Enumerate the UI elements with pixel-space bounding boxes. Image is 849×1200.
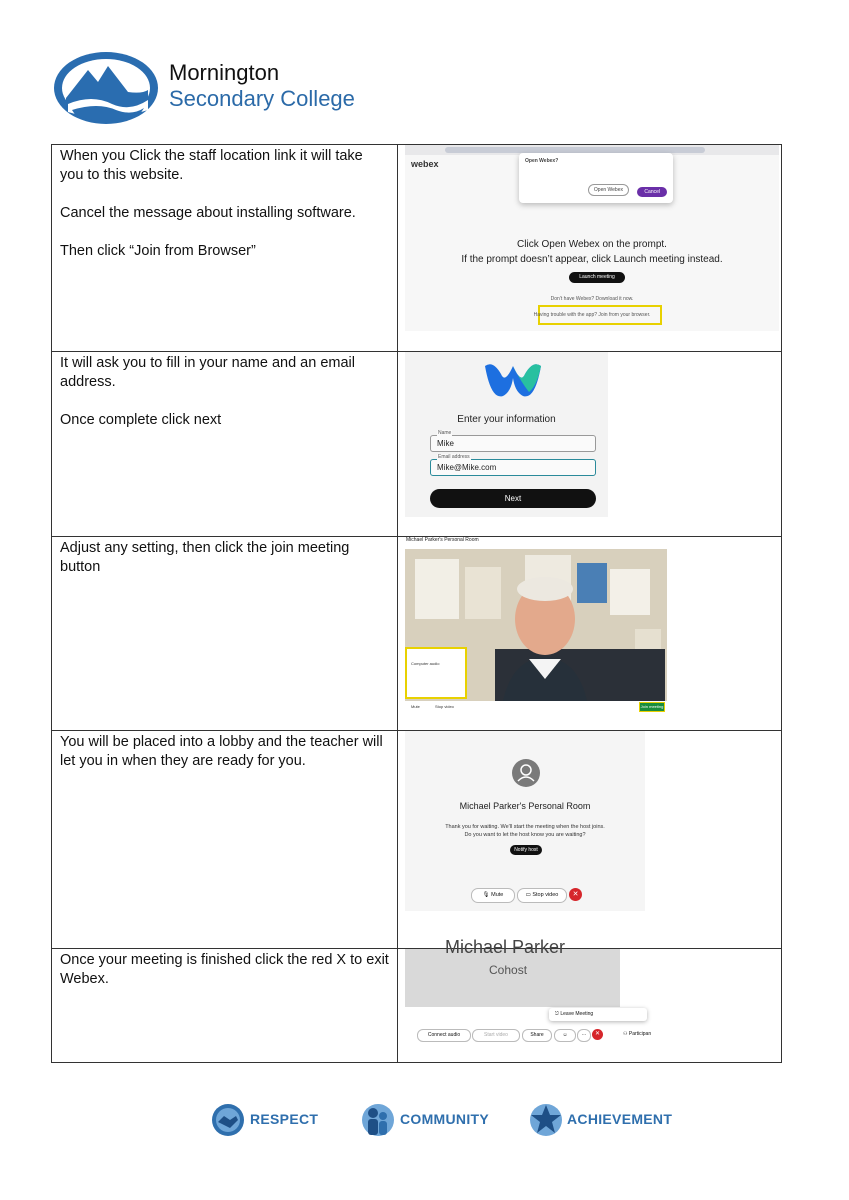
reaction-icon: ☺ (562, 1032, 568, 1038)
lobby-message-line-1: Thank you for waiting. We'll start the meeting when the host joins. (445, 824, 605, 830)
video-camera-icon: ▭ (525, 892, 531, 898)
open-webex-dialog (519, 153, 673, 203)
value-label: ACHIEVEMENT (567, 1111, 673, 1127)
step-5-text (52, 949, 398, 1063)
webex-brand: webex (411, 159, 439, 169)
value-label: COMMUNITY (400, 1111, 490, 1127)
school-values (0, 1102, 849, 1142)
user-icon (512, 759, 540, 787)
name-value: Mike (437, 439, 454, 448)
step-4-image-cell (398, 731, 782, 949)
mute-button (471, 888, 515, 903)
audio-option: Computer audio (411, 661, 440, 666)
email-label: Email address (438, 454, 470, 460)
lobby-message (405, 823, 645, 839)
launch-meeting-button: Launch meeting (569, 272, 625, 283)
leave-meeting-menu (549, 1008, 647, 1021)
connect-audio-button: Connect audio (417, 1029, 471, 1042)
participants-label: Participan (628, 1031, 652, 1037)
step-paragraph: When you Click the staff location link it will take you to this website. (60, 148, 363, 183)
enter-info-screenshot (405, 352, 608, 517)
prompt-line-2: If the prompt doesn’t appear, click Launch meeting instead. (461, 254, 723, 265)
participant-role: Cohost (489, 963, 528, 977)
step-1-text (52, 145, 398, 352)
prompt-line-1: Click Open Webex on the prompt. (517, 239, 667, 250)
participant-tile (405, 937, 620, 1007)
email-value: Mike@Mike.com (437, 463, 497, 472)
dialog-title: Open Webex? (525, 158, 559, 164)
leave-meeting-icon: ✕ (569, 888, 582, 901)
dialog-open-button: Open Webex (588, 184, 629, 196)
handshake-icon (210, 1102, 246, 1138)
webex-logo-icon (481, 356, 545, 406)
step-paragraph: Once your meeting is finished click the red X to exit Webex. (60, 952, 389, 987)
college-logo (52, 50, 372, 130)
step-paragraph: You will be placed into a lobby and the teacher will let you in when they are ready for you. (60, 734, 383, 769)
step-2-text (52, 352, 398, 537)
name-label: Name (438, 430, 452, 436)
leave-meeting-icon: ✕ (592, 1029, 603, 1040)
preview-footer (405, 701, 667, 713)
step-paragraph: It will ask you to fill in your name and an email address. (60, 355, 355, 390)
share-button: Share (522, 1029, 552, 1042)
step-5-image-cell (398, 937, 782, 1063)
leave-meeting-screenshot (405, 937, 653, 1045)
start-video-button: Start video (472, 1029, 520, 1042)
lobby-room-title: Michael Parker's Personal Room (459, 801, 591, 811)
name-field (430, 430, 596, 452)
lobby-message-line-2: Do you want to let the host know you are waiting? (464, 832, 586, 838)
value-community (360, 1102, 490, 1138)
step-paragraph: Once complete click next (60, 412, 222, 428)
step-paragraph: Cancel the message about installing software. (60, 205, 356, 221)
more-button: ··· (577, 1029, 591, 1042)
leave-icon: ⎋ (555, 1011, 559, 1017)
step-3-image-cell (398, 537, 782, 731)
value-respect (210, 1102, 320, 1138)
step-paragraph: Adjust any setting, then click the join meeting button (60, 540, 350, 575)
email-field (430, 454, 596, 476)
step-3-text (52, 537, 398, 731)
logo-subtitle: Secondary College (169, 86, 355, 111)
join-meeting-button: Join meeting (639, 702, 665, 712)
avatar (512, 759, 540, 787)
notify-host-button: Notify host (510, 845, 542, 855)
lobby-screenshot (405, 731, 645, 911)
participant-name: Michael Parker (445, 937, 566, 957)
reactions-button (554, 1029, 576, 1042)
room-title: Michael Parker's Personal Room (406, 537, 479, 543)
join-from-browser-link: Having trouble with the app? Join from your browser. (533, 312, 651, 318)
instructions-table (51, 144, 782, 1063)
stop-video-label: Stop video (435, 704, 454, 709)
community-icon (360, 1102, 396, 1138)
preview-screenshot (405, 537, 667, 713)
leave-meeting-label: Leave Meeting (560, 1011, 594, 1017)
dialog-cancel-button: Cancel (637, 187, 667, 197)
step-2-image-cell (398, 352, 782, 537)
next-button: Next (430, 489, 596, 508)
enter-info-title: Enter your information (457, 414, 556, 425)
stop-video-button (517, 888, 567, 903)
value-label: RESPECT (250, 1111, 319, 1127)
star-icon (527, 1102, 565, 1138)
mute-label: Mute (491, 892, 504, 898)
participants-icon: ⚇ (623, 1031, 628, 1037)
mute-label: Mute (411, 704, 420, 709)
download-line: Don’t have Webex? Download it now. (550, 296, 634, 302)
step-4-text (52, 731, 398, 949)
step-1-image-cell (398, 145, 782, 352)
logo-title: Mornington (169, 60, 280, 85)
microphone-icon: 🎙 (482, 892, 490, 898)
stop-video-label: Stop video (532, 892, 559, 898)
participants-button (623, 1031, 651, 1037)
college-crest-icon (52, 50, 160, 126)
value-achievement (527, 1102, 673, 1138)
step-paragraph: Then click “Join from Browser” (60, 243, 256, 259)
audio-settings-panel (405, 647, 467, 699)
webex-launch-screenshot (405, 145, 779, 331)
